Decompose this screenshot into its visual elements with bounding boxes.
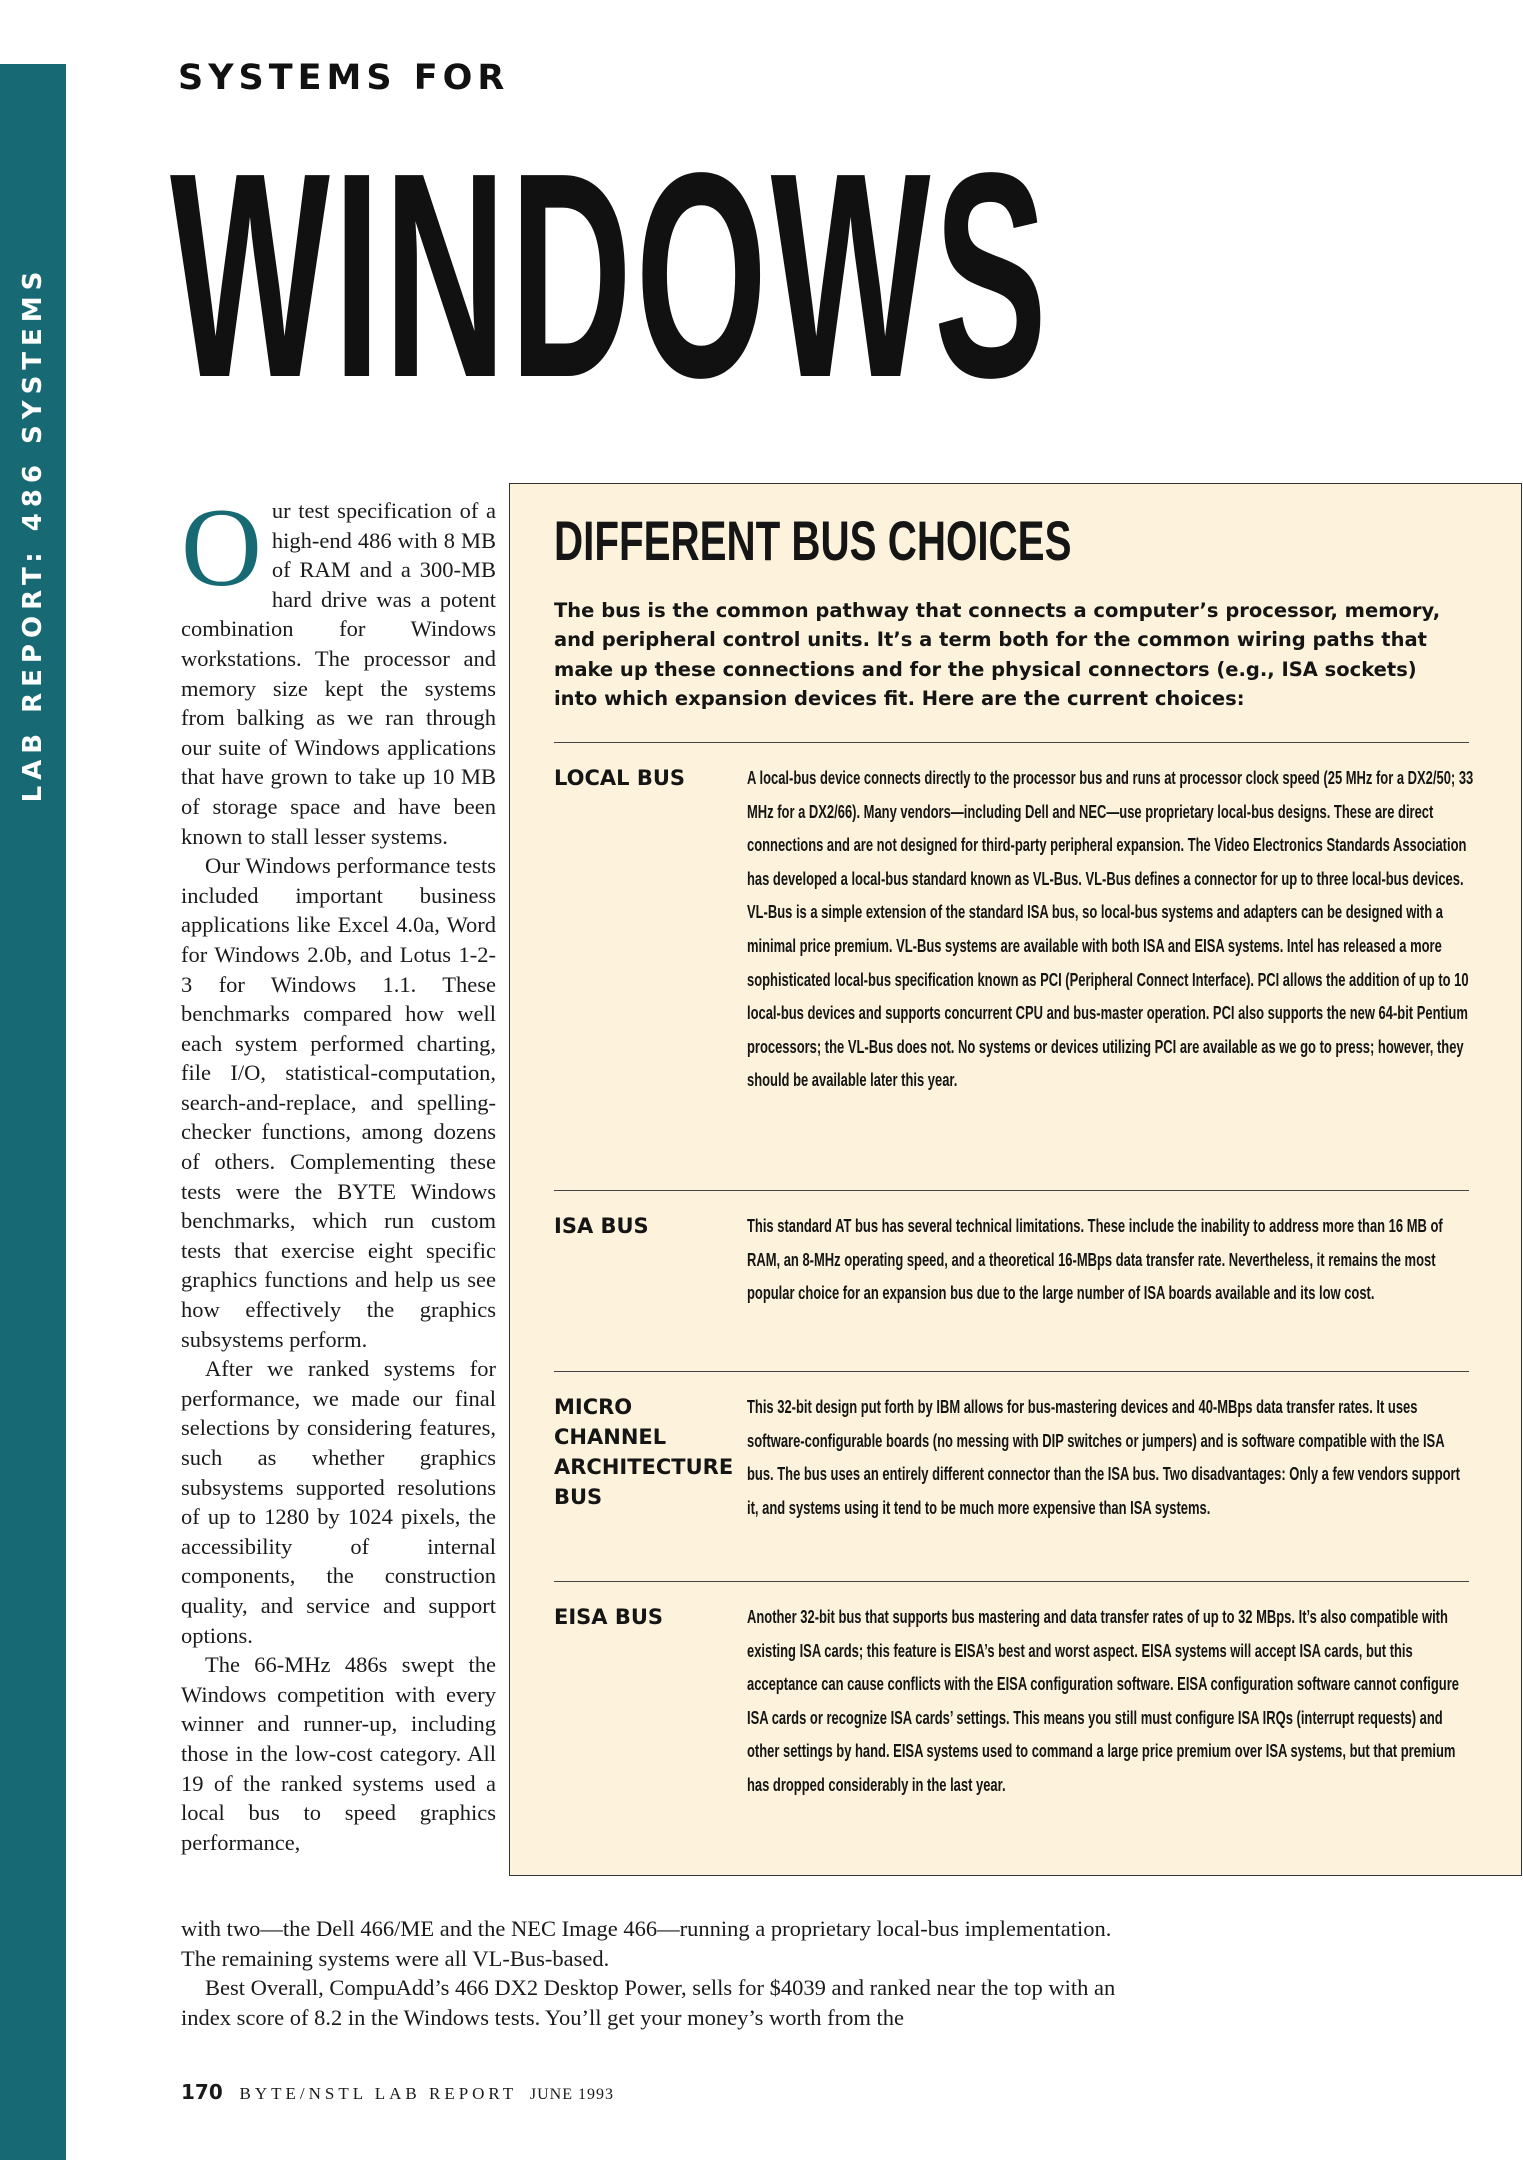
issue-date: JUNE 1993 [529, 2086, 614, 2103]
article-paragraph-1-text: ur test specification of a high-end 486 with 8 MB of RAM and a 300-MB hard drive was a potent combination for Windows workstations. The processor and memory size kept the systems from balking as we ran through our suite of Windows applications that have grown to take up 10 MB of storage space and have been known to stall lesser systems. [181, 498, 496, 849]
bus-name: LOCAL BUS [554, 766, 686, 790]
bus-description: This 32-bit design put forth by IBM allows for bus-mastering devices and 40-MBps data transfer rates. It uses software-configurable boards (no messing with DIP switches or jumpers) and is software compatible with the ISA bus. The bus uses an entirely different connector than the ISA bus. Two disadvantages: Only a few vendors support it, and systems using it tend to be much more expensive than ISA systems. [747, 1397, 1460, 1518]
bus-name: ISA BUS [554, 1214, 649, 1238]
bus-name: EISA BUS [554, 1605, 664, 1629]
article-paragraph-4: The 66-MHz 486s swept the Windows competition with every winner and runner-up, including those in the low-cost category. All 19 of the ranked systems used a local bus to speed graphics performance, [181, 1652, 496, 1855]
article-paragraph-3: After we ranked systems for performance, we made our final selections by considering features, such as whether graphics subsystems supported resolutions of up to 1280 by 1024 pixels, the accessibility of internal components, the construction quality, and service and support options. [181, 1356, 496, 1648]
page-headline: WINDOWS [170, 112, 1051, 438]
article-last-paragraph: Best Overall, CompuAdd’s 466 DX2 Desktop Power, sells for $4039 and ranked near the top with an index score of 8.2 in the Windows tests. You’ll get your money’s worth from the [181, 1975, 1116, 2030]
bus-description: A local-bus device connects directly to the processor bus and runs at processor clock speed (25 MHz for a DX2/50; 33 MHz for a DX2/66). Many vendors—including Dell and NEC—use proprietary local-bus designs. These are direct connections and are not designed for third-party peripheral expansion. The Video Electronics Standards Association has developed a local-bus standard known as VL-Bus. VL-Bus defines a connector for up to three local-bus devices. VL-Bus is a simple extension of the standard ISA bus, so local-bus systems and adapters can be designed with a minimal price premium. VL-Bus systems are available with both ISA and EISA systems. Intel has released a more sophisticated local-bus specification known as PCI (Peripheral Connect Interface). PCI allows the addition of up to 10 local-bus devices and supports concurrent CPU and bus-master operation. PCI also supports the new 64-bit Pentium processors; the VL-Bus does not. No systems or devices utilizing PCI are available as we go to press; however, they should be available later this year. [747, 768, 1474, 1091]
sidebar-title: DIFFERENT BUS CHOICES [554, 509, 1072, 572]
section-side-bar [0, 64, 66, 2160]
article-continuation [181, 1914, 1121, 2032]
bus-description: Another 32-bit bus that supports bus mastering and data transfer rates of up to 32 MBps. It’s also compatible with existing ISA cards; this feature is EISA’s best and worst aspect. EISA systems will accept ISA cards, but this acceptance can cause conflicts with the EISA configuration software. EISA configuration software cannot configure ISA cards or recognize ISA cards’ settings. This means you still must configure ISA IRQs (interrupt requests) and other settings by hand. EISA systems used to command a large price premium over ISA systems, but that premium has dropped considerably in the last year. [747, 1607, 1459, 1795]
bus-row-local [554, 742, 1474, 1193]
bus-description: This standard AT bus has several technical limitations. These include the inability to address more than 16 MB of RAM, an 8-MHz operating speed, and a theoretical 16-MBps data transfer rate. Nevertheless, it remains the most popular choice for an expansion bus due to the large number of ISA boards available and its low cost. [747, 1216, 1443, 1304]
article-column [181, 486, 496, 1857]
bus-row-isa [554, 1190, 1469, 1371]
bus-choices-sidebar [509, 483, 1522, 1876]
bus-row-eisa [554, 1581, 1469, 1852]
drop-cap: O [181, 486, 262, 610]
section-label: LAB REPORT: 486 SYSTEMS [18, 265, 48, 803]
article-continuation-text: with two—the Dell 466/ME and the NEC Image 466—running a proprietary local-bus implementation. The remaining systems were all VL-Bus-based. [181, 1916, 1112, 1971]
sidebar-intro: The bus is the common pathway that connects a computer’s processor, memory, and peripheral control units. It’s a term both for the common wiring paths that make up these connections and for the physical connectors (e.g., ISA sockets) into which expansion devices fit. Here are the current choices: [554, 599, 1441, 711]
page-footer [181, 2080, 614, 2105]
article-paragraph-2: Our Windows performance tests included important business applications like Excel 4.0a, Word for Windows 2.0b, and Lotus 1-2-3 for Windows 1.1. These benchmarks compared how well each system performed charting, file I/O, statistical-computation, search-and-replace, and spelling-checker functions, among dozens of others. Complementing these tests were the BYTE Windows benchmarks, which run custom tests that exercise eight specific graphics functions and help us see how effectively the graphics subsystems perform. [181, 853, 496, 1352]
bus-row-micro-channel [554, 1371, 1469, 1582]
publication-name: BYTE/NSTL LAB REPORT [239, 2084, 518, 2103]
kicker-heading: SYSTEMS FOR [178, 58, 510, 98]
bus-name: MICRO CHANNEL ARCHITECTURE BUS [554, 1395, 734, 1509]
article-paragraph-1 [181, 486, 496, 851]
page-number: 170 [181, 2080, 223, 2104]
